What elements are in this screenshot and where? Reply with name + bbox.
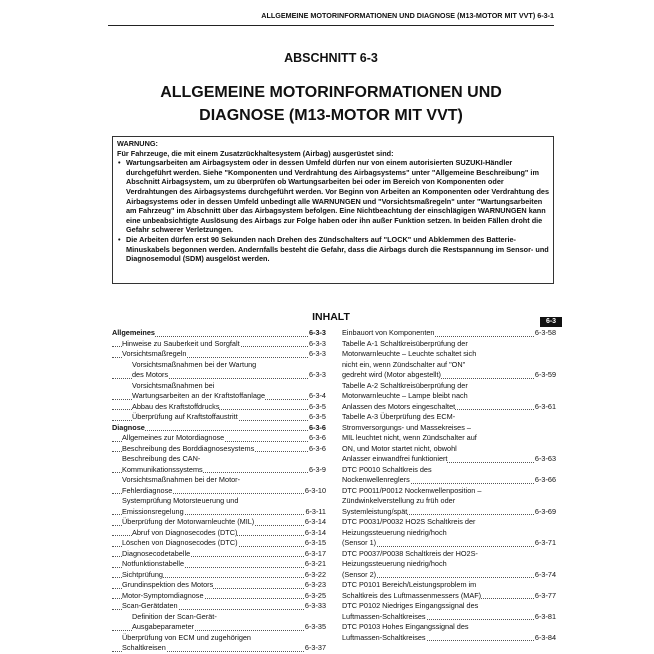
page-title [108, 81, 554, 127]
running-header: ALLGEMEINE MOTORINFORMATIONEN UND DIAGNOSE (M13-MOTOR MIT VVT) 6-3-1 [261, 11, 554, 20]
toc-entry[interactable] [342, 528, 556, 539]
toc-entry-label: Stromversorgungs- und Massekreises – [342, 422, 471, 432]
toc-entry-page: 6-3-3 [308, 370, 326, 379]
toc-entry-page: 6-3-11 [305, 506, 326, 516]
toc-entry-label: DTC P0031/P0032 HO2S Schaltkreis der [342, 517, 476, 526]
toc-entry[interactable] [342, 370, 556, 381]
toc-entry[interactable] [112, 391, 326, 402]
toc-entry-label: Vorsichtsmaßnahmen bei der Motor- [122, 475, 241, 484]
toc-entry[interactable] [342, 570, 556, 581]
toc-entry-label: Überprüfung von ECM und zugehörigen [122, 632, 251, 642]
toc-entry-label: Vorsichtsmaßregeln [122, 349, 187, 358]
toc-entry[interactable] [112, 549, 326, 560]
toc-entry-page: 6-3-6 [308, 422, 326, 432]
toc-entry-page: 6-3-66 [534, 475, 556, 484]
toc-entry-page: 6-3-3 [308, 328, 326, 337]
header-rule [108, 25, 554, 26]
toc-entry-label: Emissionsregelung [122, 506, 184, 516]
toc-entry-label: (Sensor 2) [342, 569, 377, 579]
toc-entry[interactable] [112, 528, 326, 539]
toc-entry-label: Motorwarnleuchte – Lampe bleibt nach [342, 391, 468, 400]
toc-entry-page: 6-3-84 [534, 632, 556, 642]
warning-intro: Für Fahrzeuge, die mit einem Zusatzrückhaltesystem (Airbag) ausgerüstet sind: [117, 148, 394, 158]
toc-left-column [112, 328, 326, 654]
toc-entry-page: 6-3-69 [534, 506, 556, 516]
toc-entry-label: des Motors [132, 370, 169, 379]
toc-entry-label: Allgemeines [112, 328, 155, 337]
toc-entry[interactable] [112, 496, 326, 507]
toc-entry-label: Löschen von Diagnosecodes (DTC) [122, 538, 238, 547]
toc-entry[interactable] [342, 433, 556, 444]
toc-entry-page: 6-3-22 [304, 569, 326, 579]
toc-entry[interactable] [112, 633, 326, 644]
toc-entry-label: Anlassen des Motors eingeschaltet [342, 401, 456, 411]
warning-heading: WARNUNG: [117, 139, 158, 148]
toc-entry-page: 6-3-33 [304, 601, 326, 610]
toc-entry[interactable] [342, 360, 556, 371]
toc-entry[interactable] [112, 454, 326, 465]
toc-entry[interactable] [342, 328, 556, 339]
toc-entry[interactable] [112, 349, 326, 360]
toc-entry-label: Schaltkreis des Luftmassenmessers (MAF) [342, 590, 482, 600]
toc-entry[interactable] [112, 412, 326, 423]
toc-entry[interactable] [342, 601, 556, 612]
toc-entry[interactable] [112, 381, 326, 392]
toc-entry[interactable] [342, 486, 556, 497]
toc-entry[interactable] [342, 349, 556, 360]
toc-entry-page: 6-3-5 [308, 401, 326, 411]
toc-entry-label: Systemprüfung Motorsteuerung und [122, 496, 239, 505]
toc-entry-page: 6-3-35 [304, 622, 326, 631]
toc-entry-page: 6-3-71 [534, 538, 556, 547]
toc-entry[interactable] [112, 328, 326, 339]
toc-entry-page: 6-3-74 [534, 569, 556, 579]
toc-entry[interactable] [342, 517, 556, 528]
toc-entry-page: 6-3-6 [308, 443, 326, 453]
toc-entry-label: Hinweise zu Sauberkeit und Sorgfalt [122, 338, 240, 348]
toc-entry[interactable] [342, 412, 556, 423]
toc-entry[interactable] [342, 580, 556, 591]
toc-entry[interactable] [342, 339, 556, 350]
warning-bullet: • Wartungsarbeiten am Airbagsystem oder in dessen Umfeld dürfen nur von einem autorisierten SUZUKI-Händler durchgeführt werden. Siehe "Komponenten und Verdrahtung des Airbagsystems" unter "Allgemeine Beschreibung" im Abschnitt Airbagsystem, um zu überprüfen ob Wartungsarbeiten bei oder im Bereich von Komponenten oder Verdrahtungen des Airbagsystems durchgeführt werden. Vor Beginn von Arbeiten an Komponenten oder Verdrahtung des Airbagsystems oder in dessen Umfeld unbedingt alle WARNUNGEN und "Vorsichtsmaßregeln" unter "Wartungsarbeiten am Fahrzeug" im Abschnitt über das Airbagsystem befolgen. Eine Nichtbeachtung der einschlägigen WARNUNGEN kann eine unbeabsichtigte Auslösung des Airbags zur Folge haben oder ihn außer Funktion setzen. In beiden Fällen droht die Gefahr schwerer Verletzungen. [117, 158, 549, 235]
toc-entry[interactable] [342, 633, 556, 644]
toc-entry[interactable] [112, 370, 326, 381]
toc-entry-label: MIL leuchtet nicht, wenn Zündschalter auf [342, 433, 477, 442]
toc-entry-label: Scan-Gerätdaten [122, 601, 178, 610]
toc-entry[interactable] [342, 538, 556, 549]
toc-entry-label: Beschreibung des CAN- [122, 454, 201, 463]
toc-entry-label: Ausgabeparameter [132, 622, 195, 631]
toc-entry[interactable] [112, 465, 326, 476]
toc-entry-label: Notfunktionstabelle [122, 559, 185, 568]
toc-entry[interactable] [112, 517, 326, 528]
toc-entry-label: Allgemeines zur Motordiagnose [122, 433, 225, 442]
toc-entry-label: DTC P0011/P0012 Nockenwellenposition – [342, 485, 482, 495]
toc-entry-label: Definition der Scan-Gerät- [132, 611, 217, 621]
toc-entry-label: DTC P0103 Hohes Eingangssignal des [342, 622, 469, 631]
toc-entry[interactable] [342, 423, 556, 434]
toc-entry-page: 6-3-6 [308, 433, 326, 442]
toc-entry[interactable] [342, 381, 556, 392]
toc-entry-label: Abruf von Diagnosecodes (DTC) [132, 527, 238, 537]
toc-entry[interactable] [342, 465, 556, 476]
toc-entry[interactable] [112, 622, 326, 633]
toc-entry[interactable] [342, 402, 556, 413]
toc-entry-label: ON, und Motor startet nicht, obwohl [342, 443, 457, 453]
toc-entry[interactable] [112, 591, 326, 602]
toc-entry-page: 6-3-21 [304, 559, 326, 568]
section-tab-marker: 6-3 [540, 317, 562, 327]
toc-entry[interactable] [342, 444, 556, 455]
toc-entry-page: 6-3-61 [534, 401, 556, 411]
warning-bullet: • Die Arbeiten dürfen erst 90 Sekunden nach Drehen des Zündschalters auf "LOCK" und Abklemmen des Batterie-Minuskabels begonnen werden. Andernfalls besteht die Gefahr, dass die Airbags durch die Restspannung im Sensor- und Diagnosemodul (SDM) ausgelöst werden. [117, 235, 549, 264]
toc-entry-label: DTC P0037/P0038 Schaltkreis der HO2S- [342, 548, 478, 558]
toc-entry-label: Diagnosecodetabelle [122, 548, 191, 558]
toc-entry-label: Luftmassen-Schaltkreises [342, 632, 426, 642]
manual-page [108, 8, 554, 654]
title-line-2: DIAGNOSE (M13-MOTOR MIT VVT) [199, 107, 463, 124]
toc-entry-label: Tabelle A-2 Schaltkreisüberprüfung der [342, 380, 468, 390]
toc-entry-label: nicht ein, wenn Zündschalter auf "ON" [342, 359, 466, 369]
toc-entry-page: 6-3-77 [534, 590, 556, 600]
toc-entry[interactable] [112, 423, 326, 434]
toc-heading: INHALT [312, 311, 350, 323]
toc-entry-label: Abbau des Kraftstoffdrucks [132, 401, 220, 411]
toc-entry[interactable] [112, 538, 326, 549]
toc-entry[interactable] [112, 360, 326, 371]
toc-entry-label: Heizungssteuerung niedrig/hoch [342, 527, 447, 537]
toc-entry[interactable] [342, 549, 556, 560]
toc-entry-label: Wartungsarbeiten an der Kraftstoffanlage [132, 391, 266, 400]
toc-entry-label: Zündwinkelverstellung zu früh oder [342, 496, 456, 505]
toc-entry[interactable] [112, 433, 326, 444]
toc-entry[interactable] [112, 475, 326, 486]
toc-entry-label: Luftmassen-Schaltkreises [342, 611, 426, 621]
warning-box [112, 136, 554, 284]
toc-entry-page: 6-3-14 [304, 517, 326, 526]
toc-entry-label: Grundinspektion des Motors [122, 580, 214, 589]
toc-entry-page: 6-3-15 [304, 538, 326, 547]
toc-entry-label: Überprüfung der Motorwarnleuchte (MIL) [122, 517, 255, 526]
toc-entry[interactable] [342, 454, 556, 465]
toc-entry[interactable] [342, 391, 556, 402]
toc-entry[interactable] [112, 601, 326, 612]
toc-entry-label: Motorwarnleuchte – Leuchte schaltet sich [342, 349, 477, 358]
toc-entry-label: Sichtprüfung [122, 569, 163, 579]
toc-entry-page: 6-3-37 [304, 643, 326, 652]
toc-entry-page: 6-3-4 [308, 391, 326, 400]
toc-entry[interactable] [342, 559, 556, 570]
toc-entry-label: Beschreibung des Borddiagnosesystems [122, 443, 255, 453]
toc-entry[interactable] [342, 612, 556, 623]
toc-right-column [342, 328, 556, 643]
toc-entry-label: gedreht wird (Motor abgestellt) [342, 370, 441, 379]
toc-entry[interactable] [112, 559, 326, 570]
section-label: ABSCHNITT 6-3 [284, 51, 378, 65]
toc-entry[interactable] [342, 496, 556, 507]
toc-entry-label: Tabelle A-3 Überprüfung des ECM- [342, 412, 456, 421]
toc-entry-label: Fehlerdiagnose [122, 485, 173, 495]
toc-entry-page: 6-3-58 [534, 328, 556, 337]
toc-entry-label: Überprüfung auf Kraftstoffaustritt [132, 412, 238, 421]
toc-entry[interactable] [112, 507, 326, 518]
toc-entry-label: Anlasser einwandfrei funktioniert [342, 454, 448, 463]
toc-entry-label: Diagnose [112, 422, 145, 432]
toc-entry[interactable] [112, 570, 326, 581]
toc-entry-page: 6-3-63 [534, 454, 556, 463]
toc-entry-label: Tabelle A-1 Schaltkreisüberprüfung der [342, 338, 468, 348]
toc-entry[interactable] [342, 622, 556, 633]
toc-entry[interactable] [112, 339, 326, 350]
title-line-1: ALLGEMEINE MOTORINFORMATIONEN UND [160, 84, 502, 101]
toc-entry[interactable] [112, 580, 326, 591]
toc-entry-page: 6-3-25 [304, 590, 326, 600]
toc-entry-label: Vorsichtsmaßnahmen bei der Wartung [132, 359, 257, 369]
toc-entry-page: 6-3-23 [304, 580, 326, 589]
toc-entry-page: 6-3-3 [308, 338, 326, 348]
toc-entry-label: DTC P0102 Niedriges Eingangssignal des [342, 601, 479, 610]
toc-entry[interactable] [112, 612, 326, 623]
toc-entry-page: 6-3-59 [534, 370, 556, 379]
toc-entry[interactable] [112, 444, 326, 455]
toc-entry-label: Motor-Symptomdiagnose [122, 590, 204, 600]
toc-entry-page: 6-3-3 [308, 349, 326, 358]
toc-entry-label: DTC P0010 Schaltkreis des [342, 464, 432, 474]
toc-entry[interactable] [342, 591, 556, 602]
toc-entry-label: (Sensor 1) [342, 538, 377, 547]
toc-entry-label: DTC P0101 Bereich/Leistungsproblem im [342, 580, 477, 589]
toc-entry-page: 6-3-10 [304, 485, 326, 495]
toc-entry-label: Kommunikationssystems [122, 464, 203, 474]
toc-entry-label: Nockenwellenreglers [342, 475, 410, 484]
toc-entry[interactable] [112, 402, 326, 413]
toc-entry[interactable] [342, 475, 556, 486]
toc-entry[interactable] [112, 643, 326, 654]
toc-entry[interactable] [112, 486, 326, 497]
toc-entry-page: 6-3-17 [304, 548, 326, 558]
toc-entry-label: Systemleistung/spät [342, 506, 408, 516]
toc-entry-page: 6-3-81 [534, 611, 556, 621]
toc-entry[interactable] [342, 507, 556, 518]
toc-entry-label: Vorsichtsmaßnahmen bei [132, 380, 215, 390]
toc-entry-page: 6-3-9 [308, 464, 326, 474]
toc-entry-label: Heizungssteuerung niedrig/hoch [342, 559, 447, 568]
toc-entry-page: 6-3-5 [308, 412, 326, 421]
toc-entry-label: Schaltkreisen [122, 643, 166, 652]
toc-entry-page: 6-3-14 [304, 527, 326, 537]
toc-entry-label: Einbauort von Komponenten [342, 328, 435, 337]
